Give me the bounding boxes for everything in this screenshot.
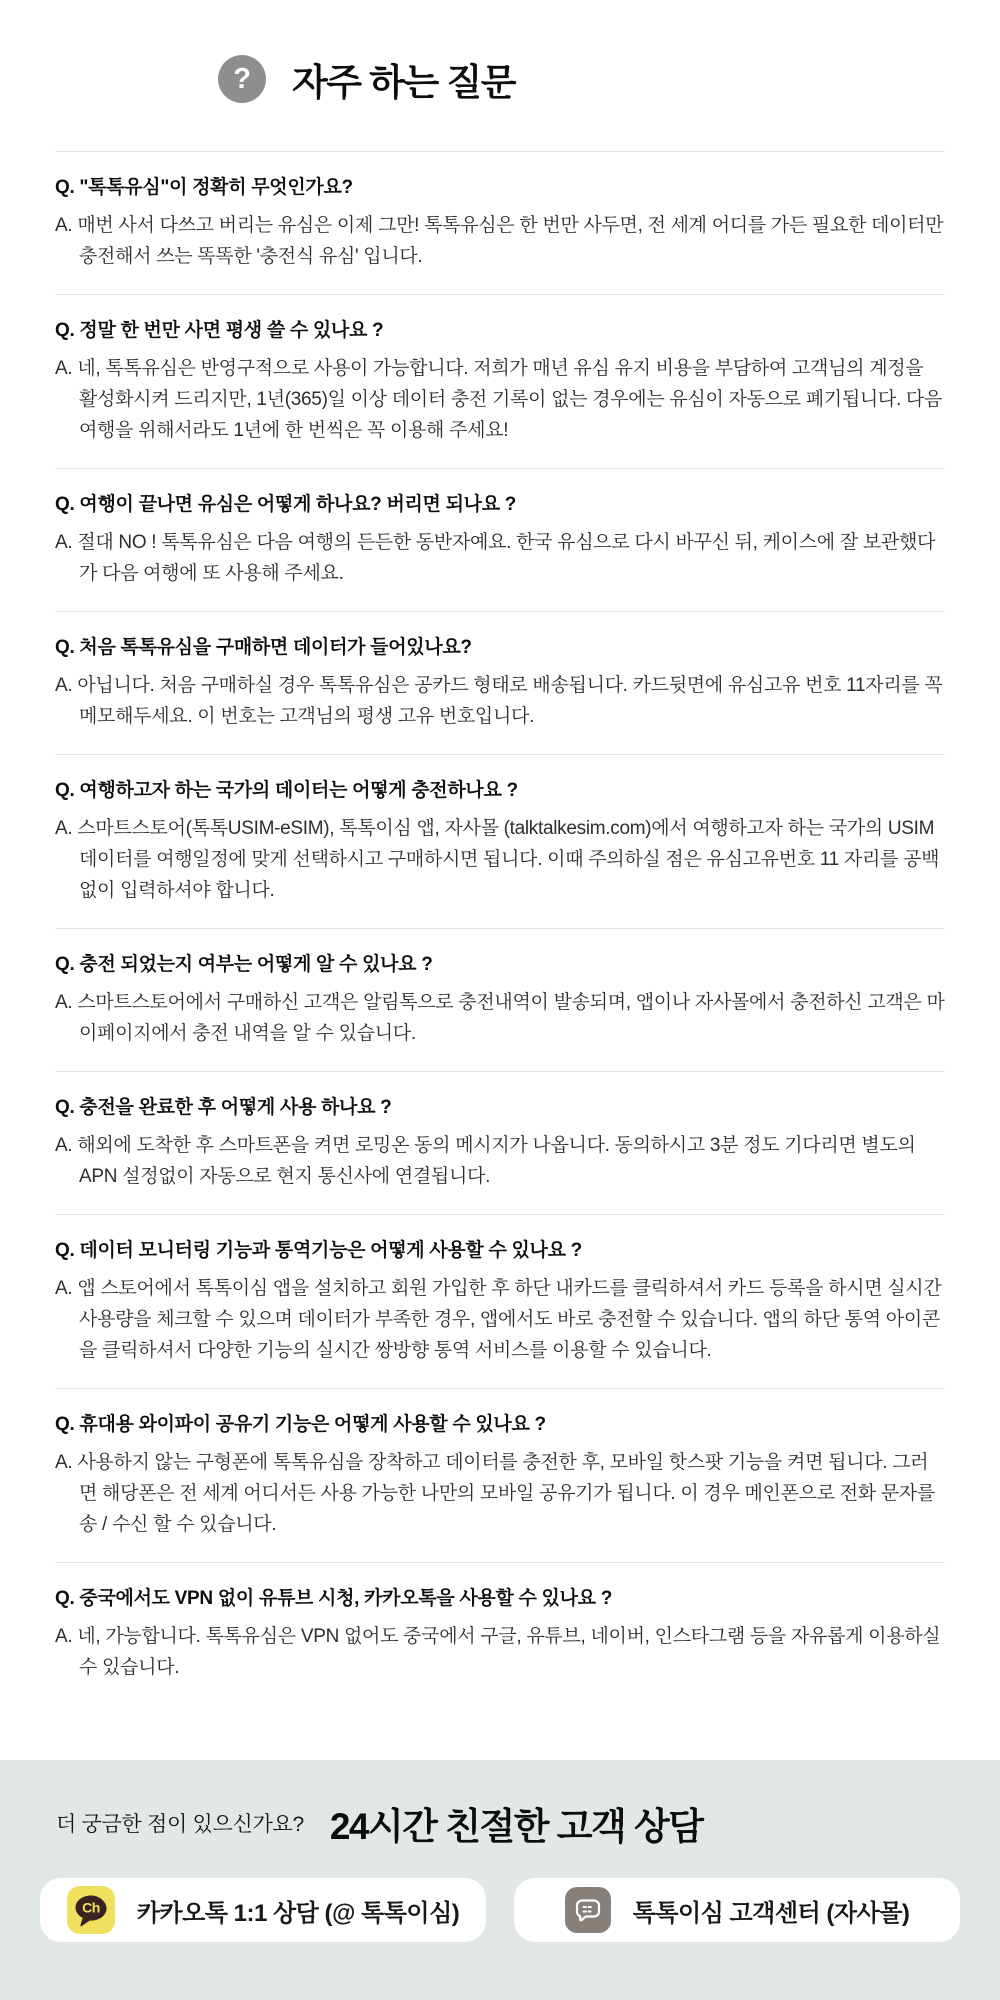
faq-question: Q. 중국에서도 VPN 없이 유튜브 시청, 카카오톡을 사용할 수 있나요 ? (55, 1588, 612, 1609)
faq-header (0, 0, 1000, 106)
faq-item (55, 1071, 945, 1214)
faq-list (55, 151, 945, 1705)
kakao-channel-icon-text: Ch (81, 1899, 100, 1916)
page-title: 자주 하는 질문 (292, 62, 516, 103)
support-center-button[interactable] (514, 1878, 960, 1942)
support-center-button-label: 톡톡이심 고객센터 (자사몰) (632, 1899, 910, 1927)
faq-question: Q. 처음 톡톡유심을 구매하면 데이터가 들어있나요? (55, 637, 472, 658)
faq-item (55, 611, 945, 754)
chat-bubble-icon (565, 1887, 611, 1933)
faq-answer: A. 스마트스토어에서 구매하신 고객은 알림톡으로 충전내역이 발송되며, 앱이나 자사몰에서 충전하신 고객은 마이페이지에서 충전 내역을 알 수 있습니다. (55, 992, 945, 1044)
faq-question: Q. "톡톡유심"이 정확히 무엇인가요? (55, 177, 353, 198)
faq-question: Q. 정말 한 번만 사면 평생 쓸 수 있나요 ? (55, 320, 384, 341)
faq-question: Q. 여행이 끝나면 유심은 어떻게 하나요? 버리면 되나요 ? (55, 494, 517, 515)
faq-question: Q. 충전을 완료한 후 어떻게 사용 하나요 ? (55, 1097, 392, 1118)
faq-answer: A. 해외에 도착한 후 스마트폰을 켜면 로밍온 동의 메시지가 나옵니다. 동의하시고 3분 정도 기다리면 별도의 APN 설정없이 자동으로 현지 통신사에 연결됩니다. (55, 1135, 916, 1187)
faq-answer: A. 앱 스토어에서 톡톡이심 앱을 설치하고 회원 가입한 후 하단 내카드를 클릭하셔서 카드 등록을 하시면 실시간 사용량을 체크할 수 있으며 데이터가 부족한 경우, 앱에서도 바로 충전할 수 있습니다. 앱의 하단 통역 아이콘을 클릭하셔서 다양한 기능의 실시간 쌍방향 통역 서비스를 이용할 수 있습니다. (55, 1278, 942, 1361)
contact-buttons (40, 1878, 960, 1942)
contact-section (0, 1760, 1000, 2000)
kakao-channel-icon (67, 1886, 115, 1934)
faq-answer: A. 사용하지 않는 구형폰에 톡톡유심을 장착하고 데이터를 충전한 후, 모바일 핫스팟 기능을 켜면 됩니다. 그러면 해당폰은 전 세계 어디서든 사용 가능한 나만의 모바일 공유기가 됩니다. 이 경우 메인폰으로 전화 문자를 송 / 수신 할 수 있습니다. (55, 1452, 935, 1535)
faq-item (55, 294, 945, 468)
contact-subtitle: 더 궁금한 점이 있으신가요? (56, 1813, 304, 1836)
faq-answer: A. 매번 사서 다쓰고 버리는 유심은 이제 그만! 톡톡유심은 한 번만 사두면, 전 세계 어디를 가든 필요한 데이터만 충전해서 쓰는 똑똑한 '충전식 유심' 입니다. (55, 215, 944, 267)
kakao-chat-button[interactable] (40, 1878, 486, 1942)
faq-question: Q. 데이터 모니터링 기능과 통역기능은 어떻게 사용할 수 있나요 ? (55, 1240, 582, 1261)
question-mark-icon (218, 55, 266, 103)
faq-item (55, 151, 945, 294)
faq-item (55, 1562, 945, 1705)
faq-answer: A. 네, 가능합니다. 톡톡유심은 VPN 없어도 중국에서 구글, 유튜브, 네이버, 인스타그램 등을 자유롭게 이용하실 수 있습니다. (55, 1626, 941, 1678)
faq-answer: A. 절대 NO ! 톡톡유심은 다음 여행의 든든한 동반자예요. 한국 유심으로 다시 바꾸신 뒤, 케이스에 잘 보관했다가 다음 여행에 또 사용해 주세요. (55, 532, 936, 584)
kakao-chat-button-label: 카카오톡 1:1 상담 (@ 톡톡이심) (136, 1899, 460, 1927)
faq-item (55, 754, 945, 928)
faq-item (55, 1214, 945, 1388)
faq-answer: A. 아닙니다. 처음 구매하실 경우 톡톡유심은 공카드 형태로 배송됩니다. 카드뒷면에 유심고유 번호 11자리를 꼭 메모해두세요. 이 번호는 고객님의 평생 고유 번호입니다. (55, 675, 943, 727)
faq-question: Q. 휴대용 와이파이 공유기 기능은 어떻게 사용할 수 있나요 ? (55, 1414, 546, 1435)
faq-question: Q. 충전 되었는지 여부는 어떻게 알 수 있나요 ? (55, 954, 433, 975)
faq-answer: A. 네, 톡톡유심은 반영구적으로 사용이 가능합니다. 저희가 매년 유심 유지 비용을 부담하여 고객님의 계정을 활성화시켜 드리지만, 1년(365)일 이상 데이터 충전 기록이 없는 경우에는 유심이 자동으로 폐기됩니다. 다음 여행을 위해서라도 1년에 한 번씩은 꼭 이용해 주세요! (55, 358, 943, 441)
faq-item (55, 1388, 945, 1562)
contact-title: 24시간 친절한 고객 상담 (329, 1806, 703, 1847)
question-mark-glyph: ? (233, 62, 251, 95)
faq-item (55, 468, 945, 611)
faq-answer: A. 스마트스토어(톡톡USIM-eSIM), 톡톡이심 앱, 자사몰 (talktalkesim.com)에서 여행하고자 하는 국가의 USIM 데이터를 여행일정에 맞게 선택하시고 구매하시면 됩니다. 이때 주의하실 점은 유심고유번호 11 자리를 공백없이 입력하셔야 합니다. (55, 818, 940, 901)
faq-question: Q. 여행하고자 하는 국가의 데이터는 어떻게 충전하나요 ? (55, 780, 518, 801)
contact-heading-row (40, 1796, 960, 1850)
faq-item (55, 928, 945, 1071)
